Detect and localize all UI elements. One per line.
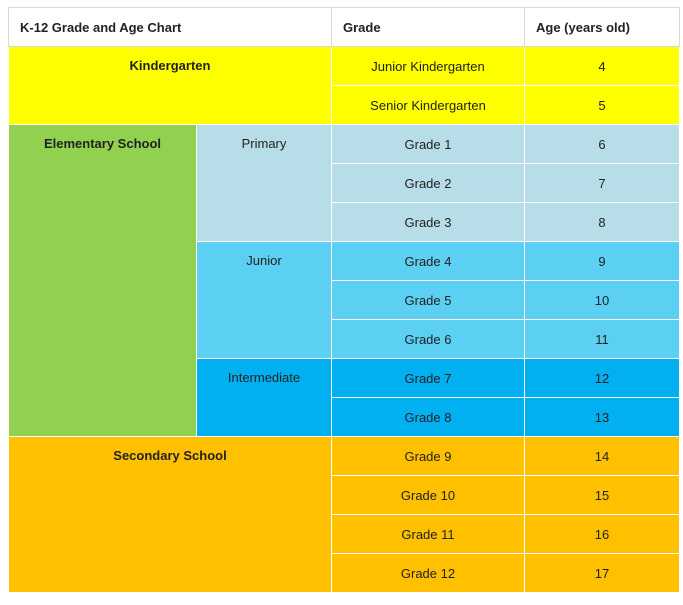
- grade-cell: Grade 8: [332, 398, 525, 437]
- grade-cell: Grade 4: [332, 242, 525, 281]
- table-header-row: [9, 8, 680, 47]
- subgroup-intermediate: Intermediate: [197, 359, 332, 437]
- grade-cell: Grade 6: [332, 320, 525, 359]
- age-cell: 6: [525, 125, 680, 164]
- group-kindergarten: Kindergarten: [9, 47, 332, 125]
- group-secondary-school: Secondary School: [9, 437, 332, 593]
- age-cell: 10: [525, 281, 680, 320]
- table-row: [9, 437, 680, 476]
- grade-cell: Grade 7: [332, 359, 525, 398]
- grade-cell: Grade 9: [332, 437, 525, 476]
- age-cell: 8: [525, 203, 680, 242]
- age-cell: 14: [525, 437, 680, 476]
- grade-cell: Grade 5: [332, 281, 525, 320]
- grade-column-header: Grade: [332, 8, 525, 47]
- age-cell: 5: [525, 86, 680, 125]
- table-row: [9, 47, 680, 86]
- grade-cell: Grade 2: [332, 164, 525, 203]
- grade-cell: Grade 10: [332, 476, 525, 515]
- age-cell: 16: [525, 515, 680, 554]
- age-column-header: Age (years old): [525, 8, 680, 47]
- grade-cell: Grade 11: [332, 515, 525, 554]
- subgroup-primary: Primary: [197, 125, 332, 242]
- grade-cell: Grade 12: [332, 554, 525, 593]
- grade-age-table: [8, 7, 680, 593]
- age-cell: 7: [525, 164, 680, 203]
- chart-title: K-12 Grade and Age Chart: [9, 8, 332, 47]
- grade-cell: Junior Kindergarten: [332, 47, 525, 86]
- group-elementary-school: Elementary School: [9, 125, 197, 437]
- age-cell: 9: [525, 242, 680, 281]
- age-cell: 13: [525, 398, 680, 437]
- table-row: [9, 125, 680, 164]
- subgroup-junior: Junior: [197, 242, 332, 359]
- age-cell: 12: [525, 359, 680, 398]
- age-cell: 11: [525, 320, 680, 359]
- age-cell: 17: [525, 554, 680, 593]
- grade-cell: Grade 1: [332, 125, 525, 164]
- age-cell: 15: [525, 476, 680, 515]
- age-cell: 4: [525, 47, 680, 86]
- grade-cell: Grade 3: [332, 203, 525, 242]
- grade-cell: Senior Kindergarten: [332, 86, 525, 125]
